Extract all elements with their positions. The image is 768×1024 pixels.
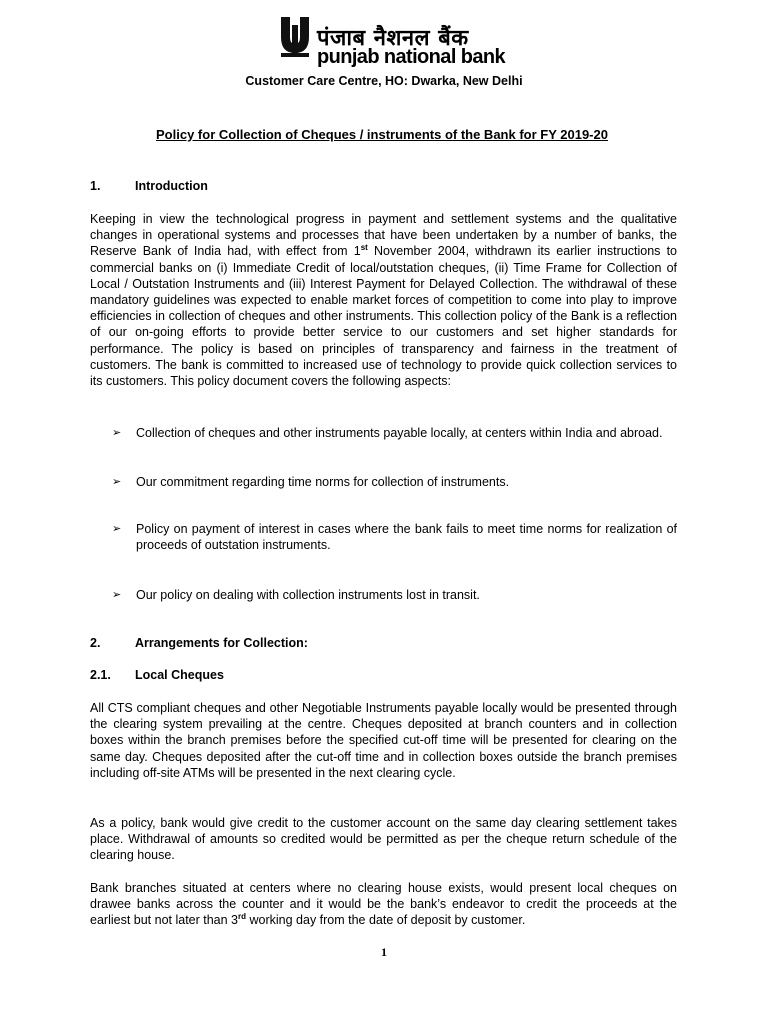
bullet-text: Policy on payment of interest in cases where the bank fails to meet time norms for realization of proceeds of outstation instruments. <box>136 522 677 553</box>
document-title: Policy for Collection of Cheques / instruments of the Bank for FY 2019-20 <box>156 127 608 142</box>
paragraph-3-text-b: working day from the date of deposit by customer. <box>246 913 526 928</box>
arrow-bullet-icon: ➢ <box>112 523 122 535</box>
paragraph-3-text-a: Bank branches situated at centers where no clearing house exists, would present local cheques on drawee banks across the counter and it would be the bank’s endeavor to credit the proceeds at the earliest but not later than 3 <box>90 881 677 928</box>
customer-care-line: Customer Care Centre, HO: Dwarka, New Delhi <box>245 74 523 88</box>
page-number: 1 <box>381 945 387 959</box>
intro-paragraph <box>90 211 677 389</box>
section-title: Local Cheques <box>135 668 224 682</box>
intro-text-a: Keeping in view the technological progress in payment and settlement systems and the qualitative changes in operational systems and processes that have been undertaken by a number of banks, the Reserve Bank of India had, with effect from 1 <box>90 212 677 259</box>
bullet-item <box>112 425 677 441</box>
bullet-text: Our commitment regarding time norms for collection of instruments. <box>136 475 510 489</box>
section-2-heading <box>90 636 308 650</box>
intro-text-b: November 2004, withdrawn its earlier instructions to commercial banks on (i) Immediate Credit of local/outstation cheques, (ii) Time Frame for Collection of Local / Outstation Instruments and (iii) Interest Payment for Delayed Collection. The withdrawal of these mandatory guidelines was expected to enable market forces of competition to come into play to improve efficiencies in collection of cheques and other instruments. This collection policy of the Bank is a reflection of our on-going efforts to provide better service to our customers and set higher standards for performance. The policy is based on principles of transparency and fairness in the treatment of customers. The bank is committed to increased use of technology to provide quick collection services to its customers. This policy document covers the following aspects: <box>90 244 678 389</box>
bullet-text: Our policy on dealing with collection instruments lost in transit. <box>136 588 480 602</box>
section-number: 2. <box>90 636 101 650</box>
section-number: 1. <box>90 179 101 193</box>
intro-superscript: st <box>360 243 368 253</box>
section-number: 2.1. <box>90 668 111 682</box>
arrow-bullet-icon: ➢ <box>112 589 122 601</box>
section-1-heading <box>90 179 208 193</box>
local-cheques-paragraph-1: All CTS compliant cheques and other Negotiable Instruments payable locally would be presented through the clearing system prevailing at the centre. Cheques deposited at branch counters and in collection boxes within the branch premises before the specified cut-off time will be presented for clearing on the same day. Cheques deposited after the cut-off time and in collection boxes outside the branch premises including off-site ATMs will be presented in the next clearing cycle. <box>90 701 677 780</box>
logo-hindi-text: पंजाब नैशनल बैंक <box>317 26 469 51</box>
arrow-bullet-icon: ➢ <box>112 476 122 488</box>
logo-english-text: punjab national bank <box>317 46 506 68</box>
bullet-item <box>112 587 677 603</box>
pnb-logo-mark-icon <box>277 13 313 59</box>
bullet-text: Collection of cheques and other instruments payable locally, at centers within India and abroad. <box>136 426 663 440</box>
paragraph-3-superscript: rd <box>238 912 247 922</box>
section-title: Introduction <box>135 179 208 193</box>
section-title: Arrangements for Collection: <box>135 636 308 650</box>
bullet-item <box>112 521 677 553</box>
bullet-item <box>112 474 677 490</box>
section-2-1-heading <box>90 668 224 682</box>
local-cheques-paragraph-2: As a policy, bank would give credit to the customer account on the same day clearing settlement takes place. Withdrawal of amounts so credited would be permitted as per the cheque return schedule of the clearing house. <box>90 816 677 863</box>
arrow-bullet-icon: ➢ <box>112 427 122 439</box>
local-cheques-paragraph-3 <box>90 880 677 929</box>
